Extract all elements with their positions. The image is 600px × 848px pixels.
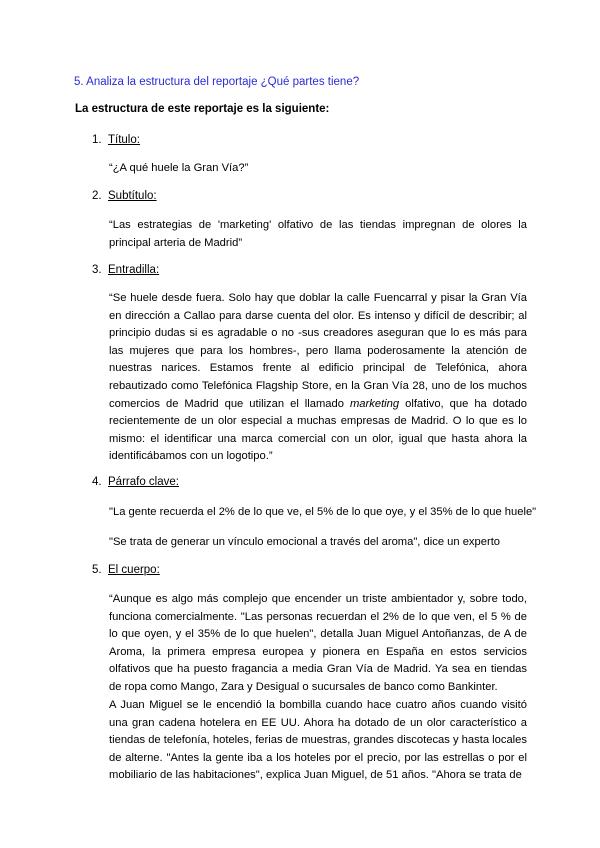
section-label: El cuerpo: — [108, 564, 160, 576]
section-heading-entradilla — [92, 264, 159, 276]
clave-quote-1: "La gente recuerda el 2% de lo que ve, el 5% de lo que oye, y el 35% de lo que huele" — [109, 506, 537, 518]
section-label: Subtítulo: — [108, 190, 157, 202]
section-label: Párrafo clave: — [108, 476, 179, 488]
intro-text: La estructura de este reportaje es la siguiente: — [75, 103, 330, 115]
entradilla-emphasis: marketing — [349, 397, 400, 410]
section-label: Título: — [108, 134, 140, 146]
section-heading-parrafo-clave — [92, 476, 179, 488]
subtitulo-text: “Las estrategias de 'marketing' olfativo de las tiendas impregnan de olores la principal arteria de Madrid” — [109, 219, 527, 249]
section-number: 5. — [92, 564, 102, 576]
cuerpo-paragraph-1: “Aunque es algo más complejo que encender un triste ambientador y, sobre todo, funciona comercialmente. "Las personas recuerdan el 2% de lo que ven, el 5 % de lo que oyen, y el 35% de lo que huelen", detalla Juan Miguel Antoñanzas, de A de Aroma, la primera empresa europea y pionera en España en estos servicios olfativos que ha puesto fragancia a media Gran Vía de Madrid. Ya sea en tiendas de ropa como Mango, Zara y Desigual o sucursales de banco como Bankinter. — [109, 593, 527, 693]
titulo-text: “¿A qué huele la Gran Vía?” — [109, 162, 249, 174]
section-heading-subtitulo — [92, 190, 157, 202]
question-heading: 5. Analiza la estructura del reportaje ¿Qué partes tiene? — [74, 76, 360, 88]
clave-quote-2: "Se trata de generar un vínculo emocional a través del aroma", dice un experto — [109, 536, 501, 548]
section-number: 2. — [92, 190, 102, 202]
cuerpo-paragraph-2: A Juan Miguel se le encendió la bombilla cuando hace cuatro años cuando visitó una gran cadena hotelera en EE UU. Ahora ha dotado de un olor característico a tiendas de telefonía, hoteles, ferias de muestras, grandes discotecas y hasta locales de alterne. "Antes la gente iba a los hoteles por el precio, por las estrellas o por el mobiliario de las habitaciones", explica Juan Miguel, de 51 años. "Ahora se trata de — [109, 699, 527, 782]
section-number: 1. — [92, 134, 102, 146]
section-heading-cuerpo — [92, 564, 160, 576]
section-number: 4. — [92, 476, 102, 488]
section-heading-titulo — [92, 134, 140, 146]
entradilla-part-1: “Se huele desde fuera. Solo hay que doblar la calle Fuencarral y pisar la Gran Vía en dirección a Callao para darse cuenta del olor. Es intenso y difícil de describir; al principio dudas si es agradable o no -sus creadores aseguran que lo es más para las mujeres que para los hombres-, pero llama poderosamente la atención de nuestras narices. Estamos frente al edificio principal de Telefónica, ahora rebautizado como Telefónica Flagship Store, en la Gran Vía 28, uno de los muchos comercios de Madrid que utilizan el llamado — [109, 292, 527, 410]
section-number: 3. — [92, 264, 102, 276]
entradilla-part-2: olfativo, que ha dotado recientemente de un olor especial a muchas empresas de Madrid. O lo que es lo mismo: el identificar una marca comercial con un olor, igual que hasta ahora la identificábamos con un logotipo.” — [109, 397, 527, 463]
section-label: Entradilla: — [108, 264, 160, 276]
entradilla-text — [109, 290, 527, 466]
